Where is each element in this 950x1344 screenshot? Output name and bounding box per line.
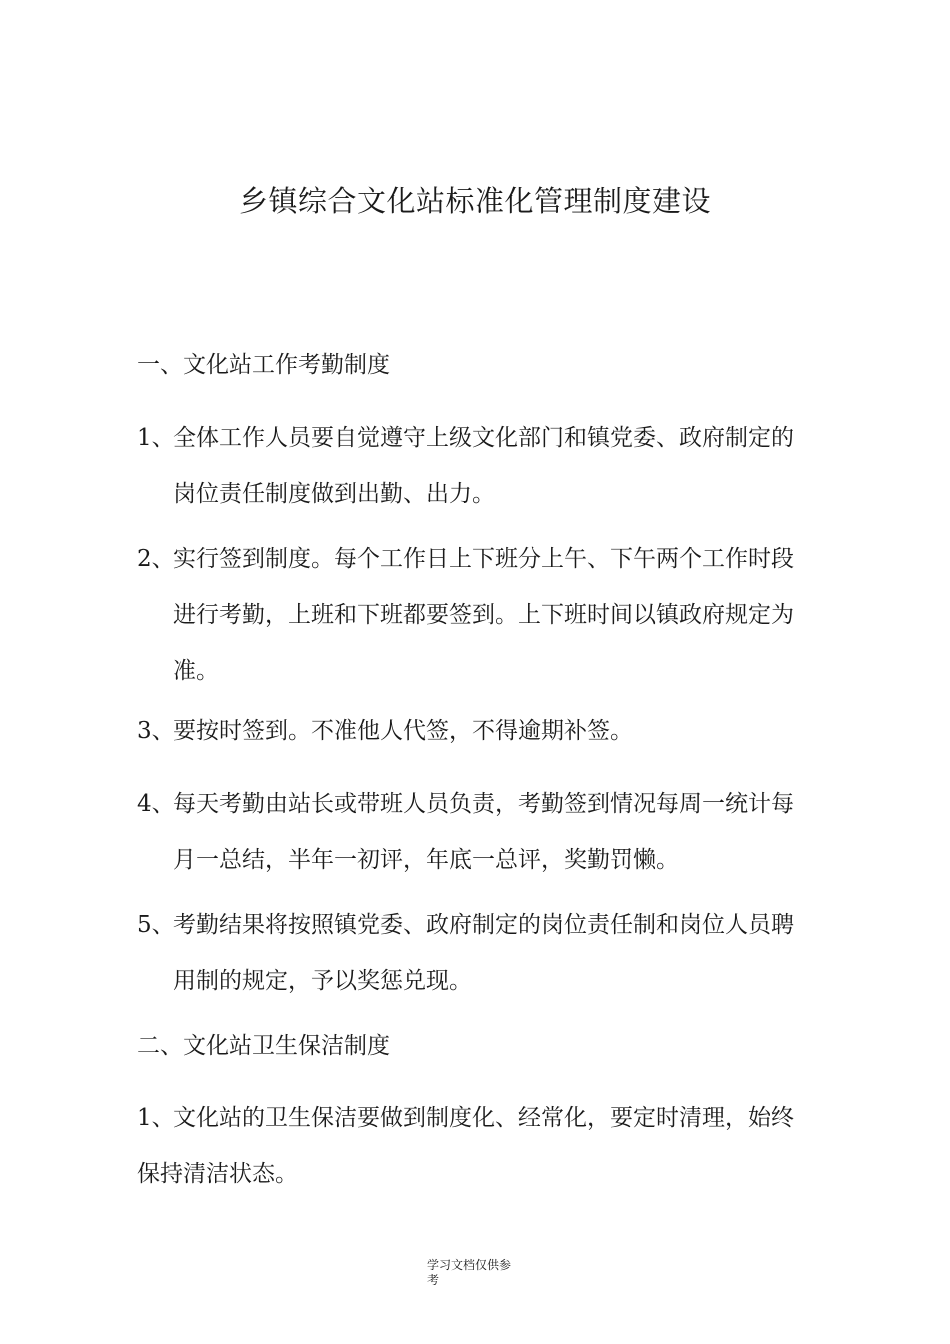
footer-note: [427, 1258, 511, 1288]
item-number: 4、: [137, 791, 175, 817]
list-item: [137, 776, 794, 888]
list-item: [137, 703, 633, 759]
item-text-continued: 岗位责任制度做到出勤、出力。: [173, 481, 495, 507]
item-text: 考勤结果将按照镇党委、政府制定的岗位责任制和岗位人员聘: [173, 912, 794, 938]
list-item: [137, 897, 794, 1009]
list-item: [137, 1090, 794, 1202]
item-text-continued: 用制的规定，予以奖惩兑现。: [173, 968, 472, 994]
section-heading: 一、文化站工作考勤制度: [137, 352, 390, 378]
item-text-continued: 保持清洁状态。: [137, 1161, 298, 1187]
item-text: 每天考勤由站长或带班人员负责，考勤签到情况每周一统计每: [173, 791, 794, 817]
list-item: [137, 531, 794, 699]
item-text: 要按时签到。不准他人代签，不得逾期补签。: [173, 718, 633, 744]
item-number: 2、: [137, 546, 175, 572]
item-number: 1、: [137, 1105, 175, 1131]
section-heading: 二、文化站卫生保洁制度: [137, 1033, 390, 1059]
footer-line: 学习文档仅供参: [427, 1258, 512, 1272]
item-text-continued: 进行考勤，上班和下班都要签到。上下班时间以镇政府规定为: [173, 602, 794, 628]
document-title: 乡镇综合文化站标准化管理制度建设: [238, 184, 711, 218]
item-number: 5、: [137, 912, 175, 938]
item-text: 全体工作人员要自觉遵守上级文化部门和镇党委、政府制定的: [173, 425, 794, 451]
footer-line: 考: [427, 1273, 440, 1287]
item-text: 实行签到制度。每个工作日上下班分上午、下午两个工作时段: [173, 546, 794, 572]
item-number: 3、: [137, 718, 175, 744]
item-number: 1、: [137, 425, 175, 451]
item-text-continued: 准。: [173, 658, 219, 684]
item-text-continued: 月一总结，半年一初评，年底一总评，奖勤罚懒。: [173, 847, 679, 873]
item-text: 文化站的卫生保洁要做到制度化、经常化，要定时清理，始终: [173, 1105, 794, 1131]
list-item: [137, 410, 794, 522]
